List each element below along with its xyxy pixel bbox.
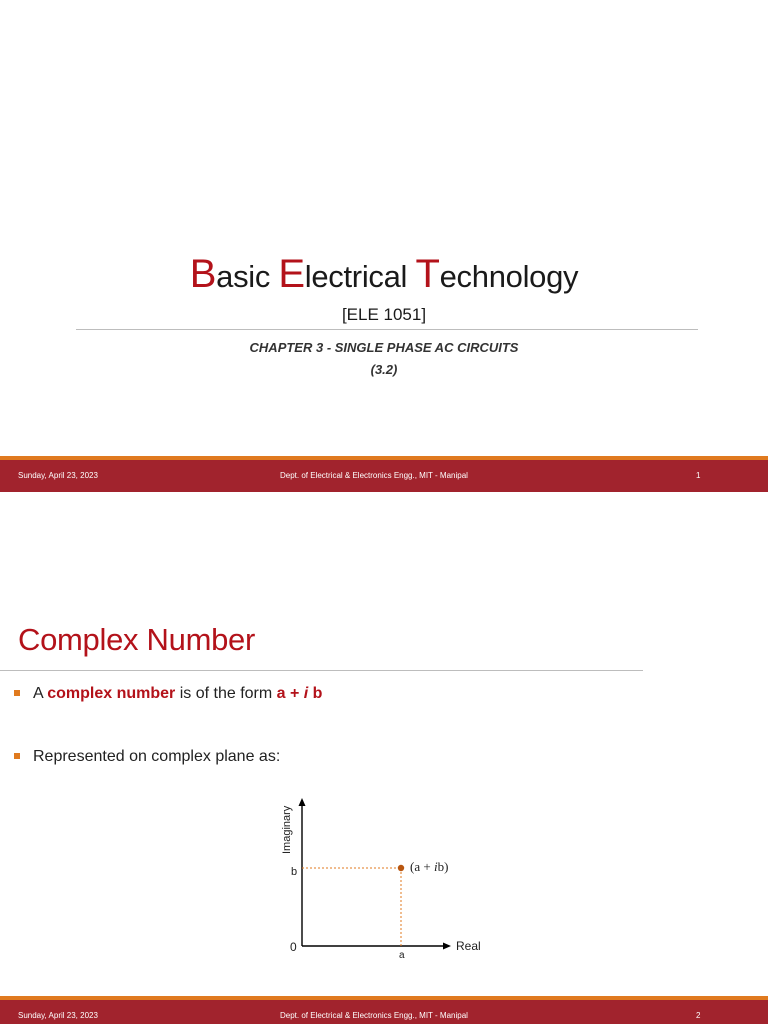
title-rest-1: asic [216,259,279,294]
b-tick-label: b [291,866,298,878]
bullet-text [33,685,322,703]
bullet-mid: is of the form [175,685,277,702]
title-cap-e: E [278,252,305,296]
footer-department: Dept. of Electrical & Electronics Engg., MIT - Manipal [280,1011,468,1020]
slide-2 [0,496,768,1024]
title-divider [76,329,698,330]
title-rest-3: echnology [439,259,579,294]
title-rest: umber [168,622,256,657]
y-axis-arrow-icon [299,798,306,806]
chapter-heading: CHAPTER 3 - SINGLE PHASE AC CIRCUITS [249,340,519,355]
origin-label: 0 [290,940,297,954]
footer-date: Sunday, April 23, 2023 [18,471,98,480]
a-tick-label: a [399,950,405,961]
form-i: i [303,685,309,702]
title-divider [0,670,643,671]
title-cap-b: B [189,252,217,296]
bullet-square-icon [14,690,20,696]
form-a: a + [276,685,304,702]
title-rest-2: lectrical [304,259,416,294]
complex-point [398,865,404,871]
y-axis-label: Imaginary [281,805,293,854]
title-cap-t: T [415,252,440,296]
footer-page-number: 1 [696,471,701,480]
slide-footer [0,460,768,492]
bullet-term: complex number [47,685,176,702]
x-axis-arrow-icon [443,943,451,950]
bullet-pre: A [33,685,48,702]
footer-date: Sunday, April 23, 2023 [18,1011,98,1020]
bullet-text: Represented on complex plane as: [33,748,281,765]
slide-1 [0,0,768,496]
bullet-square-icon [14,753,20,759]
footer-page-number: 2 [696,1011,701,1020]
point-label-i: i [433,859,438,874]
slide-title [18,622,255,658]
title-part-1: Complex [18,622,147,657]
form-b: b [308,685,323,702]
course-code: [ELE 1051] [341,305,427,324]
point-label-pre: (a + [410,859,434,874]
title-cap-n: N [146,622,169,657]
slide-title [0,252,768,297]
point-label [410,859,448,874]
section-number: (3.2) [370,362,398,377]
x-axis-label: Real [456,939,481,953]
complex-plane-diagram [260,792,520,972]
slide-footer [0,1000,768,1024]
point-label-post: b) [437,859,449,874]
footer-department: Dept. of Electrical & Electronics Engg., MIT - Manipal [280,471,468,480]
